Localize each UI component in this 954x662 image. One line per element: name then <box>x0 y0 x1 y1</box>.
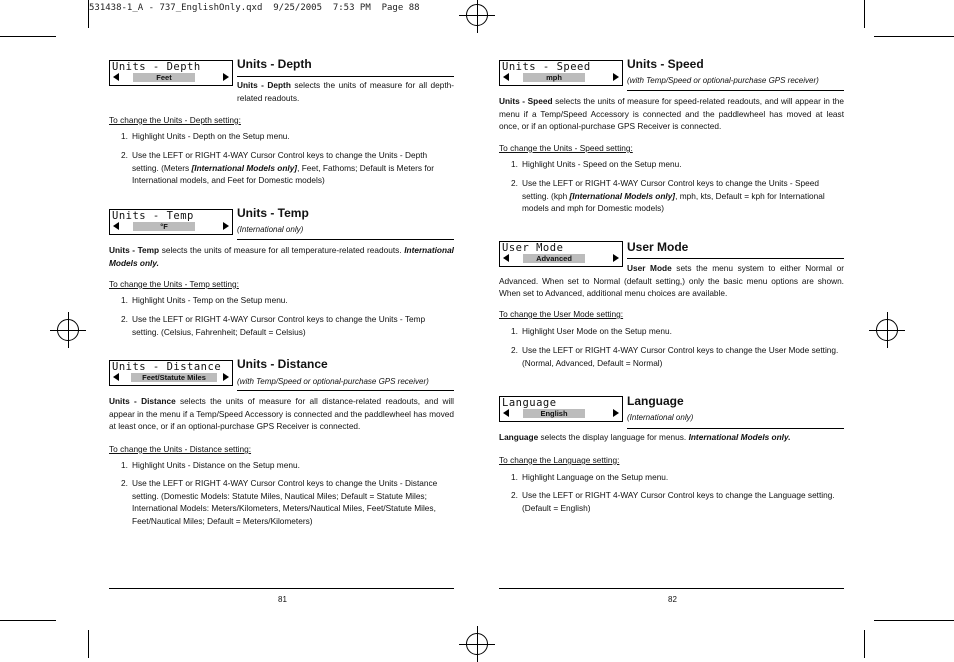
step-text: Use the LEFT or RIGHT 4-WAY Cursor Control keys to change the Units - Depth setting. <box>132 150 428 173</box>
step-text: Use the LEFT or RIGHT 4-WAY Cursor Control keys to change the Units - Distance setting. (Domestic Models: Statute Miles, Nautical Miles; Default = Statute Miles; International Models: Meters/Kilometers, Meters/Nautical Miles, Feet/Statute Miles, Feet/Nautical Miles; Default = Meters/Kilometers) <box>132 478 438 526</box>
crop-mark <box>874 620 954 621</box>
desc-text: selects the units of measure for speed-related readouts, and will appear in the menu if a Temp/Speed Accessory is connected and the paddlewheel has moved at least once, or if an optional-purchase GPS Receiver is connected. <box>499 96 845 132</box>
crop-mark <box>0 620 56 621</box>
crop-mark <box>0 36 56 37</box>
right-arrow-icon <box>613 254 619 262</box>
step-number: 2. <box>511 490 518 500</box>
lcd-title: Units - Temp <box>112 210 194 222</box>
left-arrow-icon <box>503 409 509 417</box>
howto-heading: To change the Units - Distance setting: <box>109 444 252 454</box>
page-number: 82 <box>668 595 677 604</box>
desc-emphasis: International Models only. <box>688 432 791 442</box>
section-subtitle: (with Temp/Speed or optional-purchase GPS receiver) <box>237 377 429 386</box>
step-number: 2. <box>121 314 128 324</box>
lcd-value: mph <box>523 73 585 82</box>
lcd-units-distance <box>109 360 233 386</box>
lcd-value: Feet <box>133 73 195 82</box>
crop-mark <box>864 630 865 658</box>
desc-text: selects the display language for menus. <box>540 432 687 442</box>
section-title: Units - Depth <box>237 57 312 71</box>
section-description <box>499 95 844 133</box>
desc-emphasis: International Models only. <box>109 245 454 268</box>
left-arrow-icon <box>113 373 119 381</box>
lcd-title: Language <box>502 397 557 409</box>
section-subtitle: (International only) <box>627 413 694 422</box>
section-description <box>499 431 844 444</box>
right-arrow-icon <box>613 409 619 417</box>
step-number: 2. <box>121 150 128 160</box>
left-arrow-icon <box>113 222 119 230</box>
step-text: Use the LEFT or RIGHT 4-WAY Cursor Control keys to change the Language setting. (Default = English) <box>522 490 835 513</box>
section-rule <box>627 90 844 91</box>
step-number: 1. <box>121 460 128 470</box>
section-title: Units - Distance <box>237 357 328 371</box>
right-arrow-icon <box>613 73 619 81</box>
lcd-title: Units - Speed <box>502 61 591 73</box>
left-arrow-icon <box>503 254 509 262</box>
step-text: Highlight Units - Distance on the Setup menu. <box>132 460 300 470</box>
desc-label: Units - Depth <box>237 80 291 90</box>
desc-text: selects the units of measure for all temperature-related readouts. <box>161 245 402 255</box>
lcd-title: User Mode <box>502 242 564 254</box>
left-arrow-icon <box>503 73 509 81</box>
section-subtitle: (International only) <box>237 225 304 234</box>
page-number: 81 <box>278 595 287 604</box>
howto-heading: To change the Units - Temp setting: <box>109 279 239 289</box>
step-text: Highlight User Mode on the Setup menu. <box>522 326 672 336</box>
step-emphasis: [International Models only] <box>569 190 676 201</box>
left-arrow-icon <box>113 73 119 81</box>
step-number: 2. <box>511 178 518 188</box>
footer-rule <box>499 588 844 589</box>
lcd-title: Units - Depth <box>112 61 201 73</box>
section-description <box>109 244 454 269</box>
footer-rule <box>109 588 454 589</box>
step-number: 1. <box>121 295 128 305</box>
step-text: , mph, kts, Default = kph for International models and mph for Domestic models) <box>522 190 825 214</box>
section-subtitle: (with Temp/Speed or optional-purchase GPS receiver) <box>627 76 819 85</box>
desc-label: Units - Speed <box>499 96 553 106</box>
lcd-language <box>499 396 623 422</box>
step-text: Highlight Units - Temp on the Setup menu. <box>132 295 288 305</box>
desc-label: Units - Temp <box>109 245 160 255</box>
section-description <box>499 262 844 300</box>
step-text: Highlight Units - Depth on the Setup menu. <box>132 131 290 141</box>
section-description <box>237 79 454 104</box>
registration-mark-icon <box>57 319 79 341</box>
crop-mark <box>864 0 865 28</box>
crop-mark <box>88 0 89 28</box>
right-arrow-icon <box>223 373 229 381</box>
lcd-units-temp <box>109 209 233 235</box>
step-emphasis: [International Models only] <box>191 162 298 173</box>
registration-mark-icon <box>466 4 488 26</box>
step-number: 1. <box>511 326 518 336</box>
step-text: Use the LEFT or RIGHT 4-WAY Cursor Control keys to change the Units - Temp setting. (Celsius, Fahrenheit; Default = Celsius) <box>132 314 426 337</box>
lcd-value: Feet/Statute Miles <box>131 373 217 382</box>
crop-mark <box>88 630 89 658</box>
lcd-value: °F <box>133 222 195 231</box>
desc-text: selects the units of measure for all distance-related readouts, and will appear in the menu if a Temp/Speed Accessory is connected and the paddlewheel has moved at least once, or if an optional-purchase GPS Receiver is connected. <box>109 396 454 432</box>
step-number: 2. <box>511 345 518 355</box>
howto-heading: To change the User Mode setting: <box>499 309 624 319</box>
lcd-value: English <box>523 409 585 418</box>
section-title: User Mode <box>627 240 689 254</box>
right-arrow-icon <box>223 73 229 81</box>
step-text: (Meters <box>161 162 192 173</box>
step-text: Use the LEFT or RIGHT 4-WAY Cursor Control keys to change the User Mode setting. (Normal, Advanced, Default = Normal) <box>522 345 839 368</box>
lcd-title: Units - Distance <box>112 361 222 373</box>
crop-mark <box>874 36 954 37</box>
desc-label: Language <box>499 432 539 442</box>
section-title: Units - Temp <box>237 206 309 220</box>
step-number: 1. <box>121 131 128 141</box>
lcd-units-speed <box>499 60 623 86</box>
lcd-units-depth <box>109 60 233 86</box>
desc-text: sets the menu system to either Normal or Advanced. When set to Normal (default setting,) only the basic menu options are shown. When set to Advanced, additional menu choices are available. <box>499 263 844 299</box>
section-rule <box>627 428 844 429</box>
section-description <box>109 395 454 433</box>
step-text: Highlight Units - Speed on the Setup menu. <box>522 159 682 169</box>
howto-heading: To change the Language setting: <box>499 455 620 465</box>
howto-heading: To change the Units - Depth setting: <box>109 115 241 125</box>
section-rule <box>237 76 454 77</box>
section-rule <box>237 390 454 391</box>
step-text: , Feet, Fathoms; Default is Meters for International models, and Feet for Domestic models) <box>132 162 435 186</box>
desc-text: selects the units of measure for all depth-related readouts. <box>237 80 454 103</box>
howto-heading: To change the Units - Speed setting: <box>499 143 633 153</box>
step-number: 2. <box>121 478 128 488</box>
lcd-value: Advanced <box>523 254 585 263</box>
section-title: Language <box>627 394 684 408</box>
registration-mark-icon <box>466 633 488 655</box>
print-slug: 531438-1_A - 737_EnglishOnly.qxd 9/25/2005 7:53 PM Page 88 <box>89 3 420 13</box>
step-number: 1. <box>511 472 518 482</box>
step-number: 1. <box>511 159 518 169</box>
desc-label: Units - Distance <box>109 396 176 406</box>
section-title: Units - Speed <box>627 57 704 71</box>
section-rule <box>237 239 454 240</box>
step-text: Highlight Language on the Setup menu. <box>522 472 669 482</box>
right-arrow-icon <box>223 222 229 230</box>
section-rule <box>627 258 844 259</box>
step-text: Use the LEFT or RIGHT 4-WAY Cursor Control keys to change the Units - Speed setting. (kph <box>522 178 819 201</box>
desc-label: User Mode <box>627 263 672 273</box>
registration-mark-icon <box>876 319 898 341</box>
